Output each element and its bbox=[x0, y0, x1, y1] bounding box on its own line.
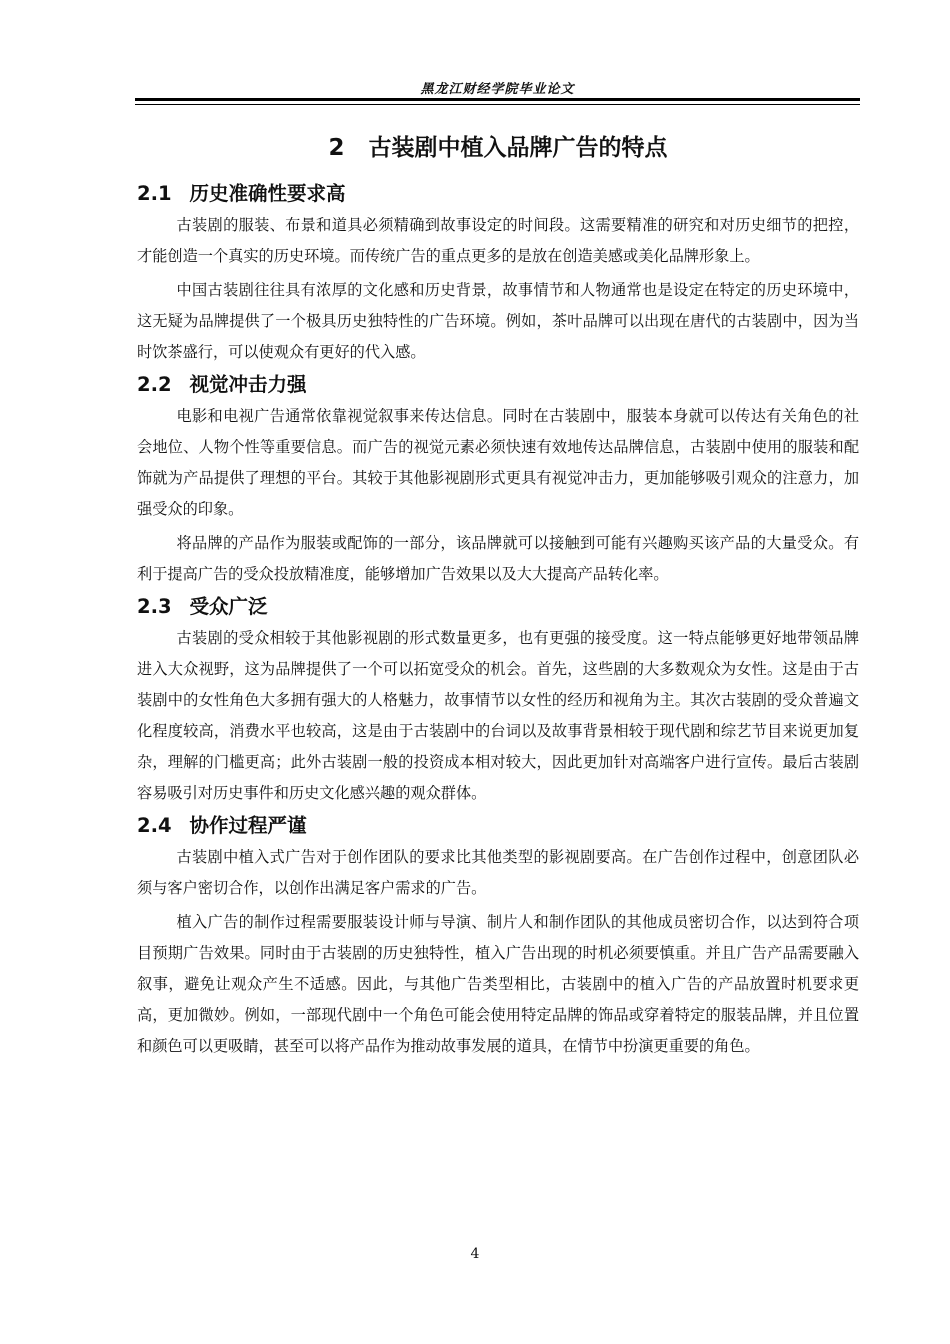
paragraph: 将品牌的产品作为服装或配饰的一部分，该品牌就可以接触到可能有兴趣购买该产品的大量受众。有利于提高广告的受众投放精准度，能够增加广告效果以及大大提高产品转化率。 bbox=[137, 534, 859, 583]
page-content bbox=[137, 130, 859, 1065]
section-2-1 bbox=[137, 180, 859, 368]
section-number: 2.4 bbox=[137, 814, 172, 837]
section-title: 受众广泛 bbox=[189, 595, 268, 618]
section-number: 2.3 bbox=[137, 595, 172, 618]
section-heading bbox=[137, 593, 859, 621]
header-rule-thin bbox=[135, 104, 860, 105]
section-2-4 bbox=[137, 812, 859, 1062]
paragraph: 古装剧的服装、布景和道具必须精确到故事设定的时间段。这需要精准的研究和对历史细节的把控，才能创造一个真实的历史环境。而传统广告的重点更多的是放在创造美感或美化品牌形象上。 bbox=[137, 216, 859, 265]
header-rule-thick bbox=[135, 98, 860, 101]
section-heading bbox=[137, 812, 859, 840]
chapter-number: 2 bbox=[328, 135, 345, 161]
section-title: 历史准确性要求高 bbox=[189, 182, 346, 205]
running-header: 黑龙江财经学院毕业论文 bbox=[420, 82, 575, 97]
chapter-title bbox=[137, 130, 859, 166]
section-2-3 bbox=[137, 593, 859, 809]
section-title: 视觉冲击力强 bbox=[189, 373, 307, 396]
section-heading bbox=[137, 371, 859, 399]
section-heading bbox=[137, 180, 859, 208]
chapter-title-text: 古装剧中植入品牌广告的特点 bbox=[368, 135, 668, 161]
paragraph: 中国古装剧往往具有浓厚的文化感和历史背景，故事情节和人物通常也是设定在特定的历史环境中，这无疑为品牌提供了一个极具历史独特性的广告环境。例如，茶叶品牌可以出现在唐代的古装剧中，因为当时饮茶盛行，可以使观众有更好的代入感。 bbox=[137, 281, 859, 361]
section-number: 2.1 bbox=[137, 182, 172, 205]
paragraph: 电影和电视广告通常依靠视觉叙事来传达信息。同时在古装剧中，服装本身就可以传达有关角色的社会地位、人物个性等重要信息。而广告的视觉元素必须快速有效地传达品牌信息，古装剧中使用的服装和配饰就为产品提供了理想的平台。其较于其他影视剧形式更具有视觉冲击力，更加能够吸引观众的注意力，加强受众的印象。 bbox=[137, 407, 859, 518]
paragraph: 古装剧的受众相较于其他影视剧的形式数量更多，也有更强的接受度。这一特点能够更好地带领品牌进入大众视野，这为品牌提供了一个可以拓宽受众的机会。首先，这些剧的大多数观众为女性。这是由于古装剧中的女性角色大多拥有强大的人格魅力，故事情节以女性的经历和视角为主。其次古装剧的受众普遍文化程度较高，消费水平也较高，这是由于古装剧中的台词以及故事背景相较于现代剧和综艺节目来说更加复杂，理解的门槛更高；此外古装剧一般的投资成本相对较大，因此更加针对高端客户进行宣传。最后古装剧容易吸引对历史事件和历史文化感兴趣的观众群体。 bbox=[137, 629, 859, 802]
paragraph: 古装剧中植入式广告对于创作团队的要求比其他类型的影视剧要高。在广告创作过程中，创意团队必须与客户密切合作，以创作出满足客户需求的广告。 bbox=[137, 848, 859, 897]
section-title: 协作过程严谨 bbox=[189, 814, 307, 837]
section-number: 2.2 bbox=[137, 373, 172, 396]
section-2-2 bbox=[137, 371, 859, 590]
page-number: 4 bbox=[470, 1246, 480, 1262]
paragraph: 植入广告的制作过程需要服装设计师与导演、制片人和制作团队的其他成员密切合作，以达到符合项目预期广告效果。同时由于古装剧的历史独特性，植入广告出现的时机必须要慎重。并且广告产品需要融入叙事，避免让观众产生不适感。因此，与其他广告类型相比，古装剧中的植入广告的产品放置时机要求更高，更加微妙。例如，一部现代剧中一个角色可能会使用特定品牌的饰品或穿着特定的服装品牌，并且位置和颜色可以更吸睛，甚至可以将产品作为推动故事发展的道具，在情节中扮演更重要的角色。 bbox=[137, 913, 859, 1055]
